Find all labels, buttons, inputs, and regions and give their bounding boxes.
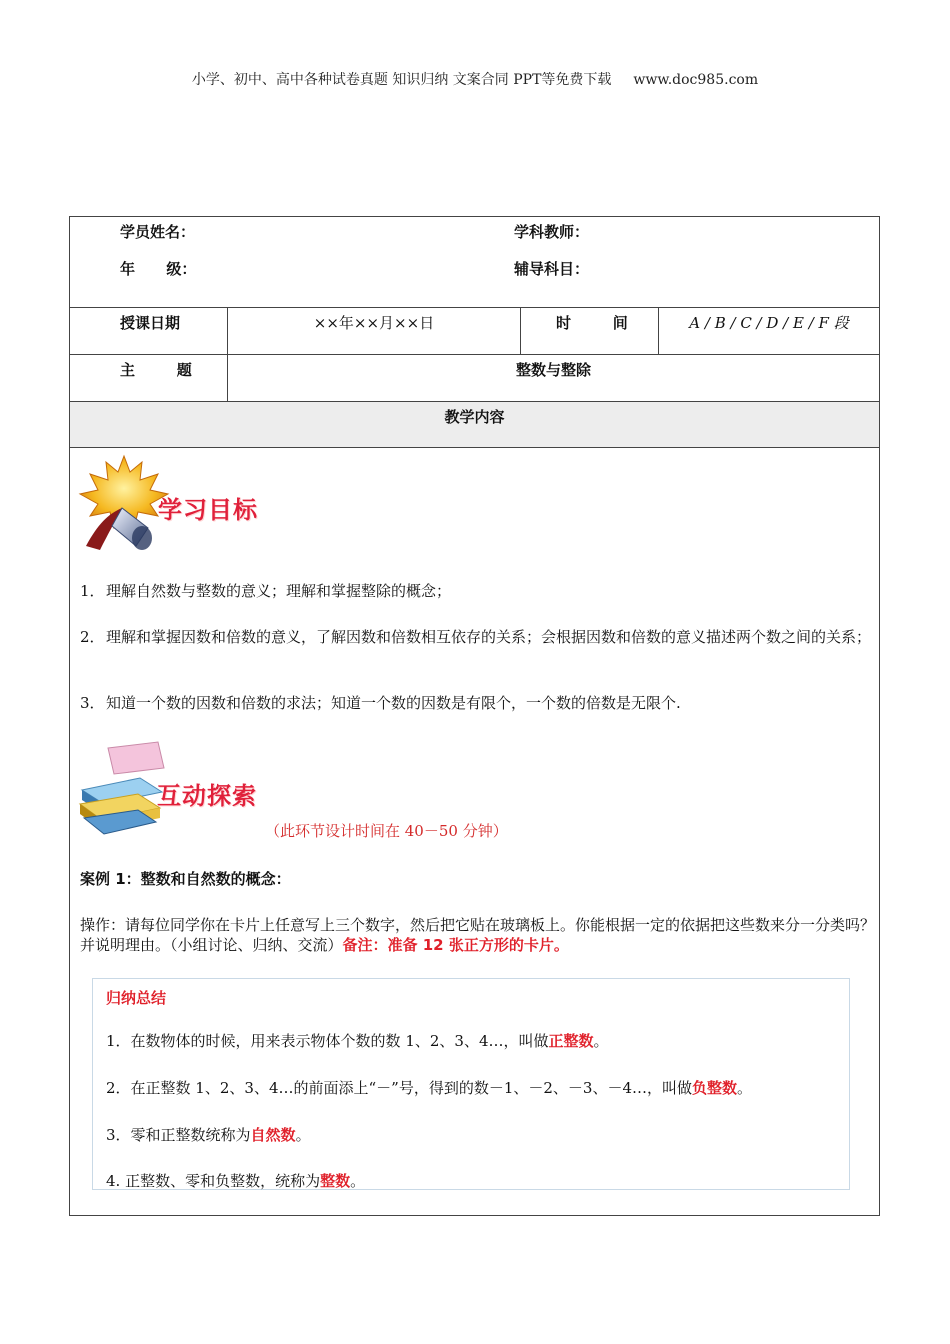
teacher-label: 学科教师：: [514, 223, 590, 241]
operation-remark: 备注：准备 12 张正方形的卡片。: [342, 936, 569, 954]
topic-row: [70, 355, 879, 402]
lesson-body: [70, 448, 879, 1215]
operation-body: 操作：请每位同学你在卡片上任意写上三个数字，然后把它贴在玻璃板上。你能根据一定的依据把这些数来分一分类吗？并说明理由。（小组讨论、归纳、交流）: [80, 916, 876, 954]
topic-label-cell: [70, 355, 227, 401]
date-value: ××年××月××日: [313, 314, 435, 332]
time-value-cell: [658, 308, 879, 354]
books-icon: [78, 738, 168, 838]
time-label-cell: [520, 308, 658, 354]
objectives-badge: [78, 454, 268, 554]
topic-label: 主 题: [120, 361, 192, 379]
header-text: 小学、初中、高中各种试卷真题 知识归纳 文案合同 PPT等免费下载: [191, 72, 612, 88]
summary-box: [92, 978, 850, 1190]
objective-item: 2．理解和掌握因数和倍数的意义，了解因数和倍数相互依存的关系；会根据因数和倍数的意义描述两个数之间的关系；: [80, 628, 872, 646]
topic-value-cell: [227, 355, 879, 401]
objective-item: 1．理解自然数与整数的意义；理解和掌握整除的概念；: [80, 582, 452, 600]
date-value-cell: [227, 308, 520, 354]
time-value: A / B / C / D / E / F 段: [689, 314, 849, 332]
summary-line: 1．在数物体的时候，用来表示物体个数的数 1、2、3、4…，叫做正整数。: [106, 1032, 609, 1050]
case-title: 案例 1：整数和自然数的概念：: [80, 870, 291, 888]
lesson-sheet: [69, 216, 880, 1216]
student-name-label: 学员姓名：: [120, 223, 196, 241]
explore-badge-title: 互动探索: [157, 782, 257, 810]
grade-label: 年 级：: [120, 260, 197, 278]
header-site[interactable]: www.doc985.com: [633, 72, 759, 88]
time-note: （此环节设计时间在 40－50 分钟）: [265, 822, 508, 840]
date-label-cell: [70, 308, 227, 354]
time-label: 时 间: [556, 314, 628, 332]
summary-line: 4. 正整数、零和负整数，统称为整数。: [106, 1172, 366, 1190]
summary-line: 2．在正整数 1、2、3、4…的前面添上“－”号，得到的数－1、－2、－3、－4…，叫做负整数。: [106, 1079, 753, 1097]
explore-badge: [78, 738, 278, 838]
objectives-badge-title: 学习目标: [158, 496, 258, 524]
topic-value: 整数与整除: [515, 361, 591, 379]
summary-line: 3．零和正整数统称为自然数。: [106, 1126, 311, 1144]
summary-title: 归纳总结: [106, 989, 167, 1007]
content-heading-row: [70, 402, 879, 448]
subject-label: 辅导科目：: [514, 260, 590, 278]
operation-text: [80, 915, 875, 955]
page-header: [0, 69, 950, 89]
info-row: [70, 217, 879, 308]
date-label: 授课日期: [120, 314, 181, 332]
objective-item: 3．知道一个数的因数和倍数的求法；知道一个数的因数是有限个，一个数的倍数是无限个.: [80, 694, 681, 712]
maple-leaf-bell-icon: [78, 454, 170, 554]
content-heading: 教学内容: [444, 408, 505, 426]
schedule-row: [70, 308, 879, 355]
